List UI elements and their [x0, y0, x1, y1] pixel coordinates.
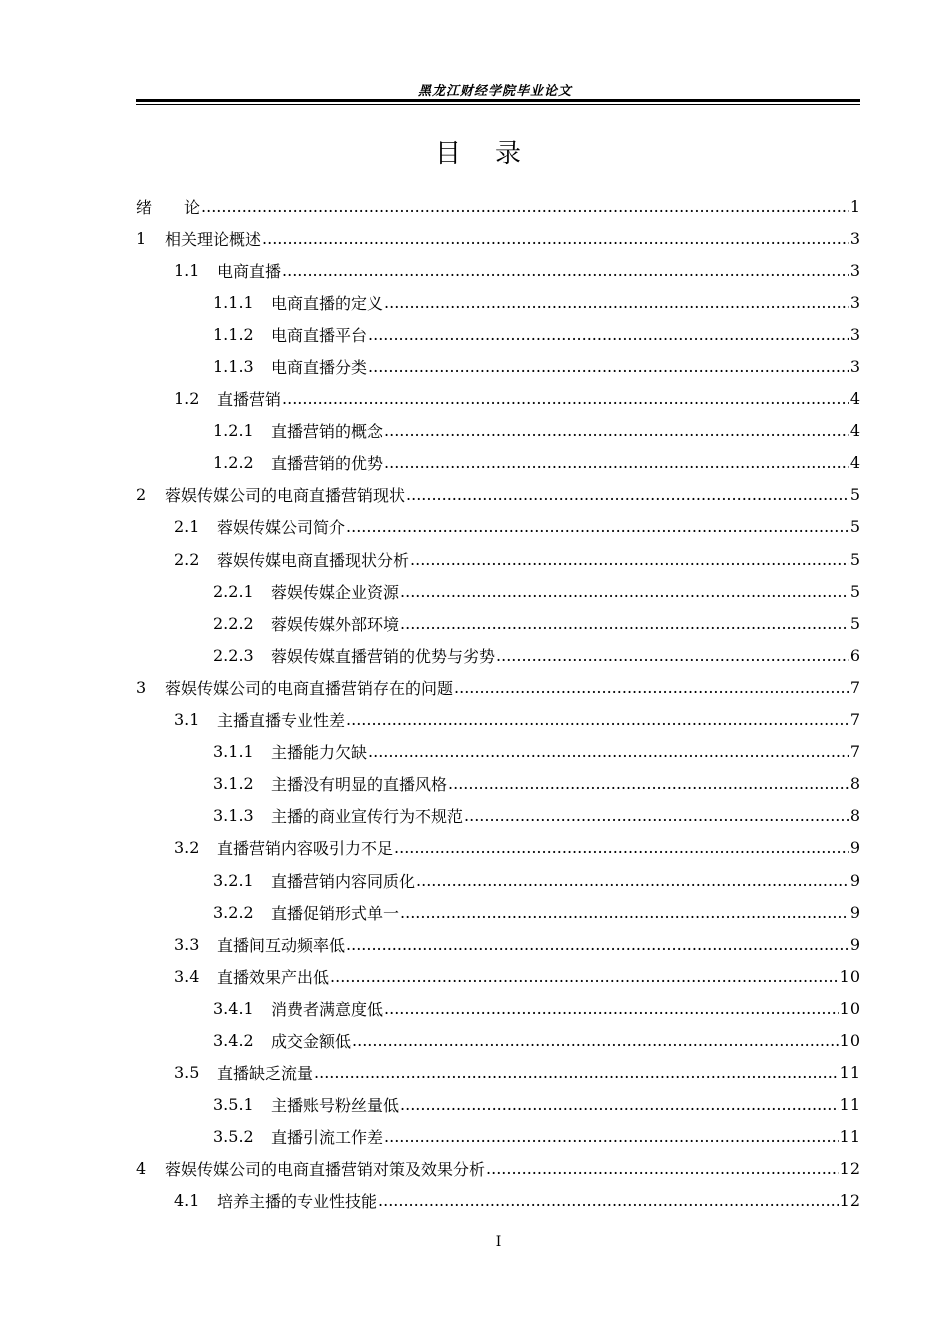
toc-entry-title: 电商直播分类	[271, 358, 368, 378]
toc-entry-title: 直播营销内容同质化	[271, 871, 416, 891]
toc-entry-title: 蓉娱传媒外部环境	[271, 614, 400, 634]
toc-entry[interactable]	[136, 222, 860, 254]
toc-entry[interactable]	[136, 1089, 860, 1121]
toc-entry-title: 消费者满意度低	[271, 999, 384, 1019]
toc-entry-page: 8	[849, 806, 860, 826]
toc-entry[interactable]	[136, 992, 860, 1024]
toc-entry[interactable]	[136, 1153, 860, 1185]
toc-entry-title: 电商直播的定义	[271, 293, 384, 313]
toc-entry-page: 7	[849, 742, 860, 762]
toc-entry-title: 蓉娱传媒公司的电商直播营销现状	[165, 486, 406, 506]
toc-entry-page: 3	[849, 324, 860, 344]
toc-entry-number: 3	[136, 677, 147, 697]
toc-entry-title: 蓉娱传媒直播营销的优势与劣势	[271, 646, 496, 666]
toc-entry[interactable]	[136, 1121, 860, 1153]
toc-entry-number: 3.2.2	[213, 902, 254, 922]
running-header: 黑龙江财经学院毕业论文	[417, 84, 572, 99]
toc-entry-page: 7	[849, 677, 860, 697]
toc-entry-page: 8	[849, 774, 860, 794]
toc-leader-dots	[262, 229, 849, 248]
toc-leader-dots	[394, 838, 849, 857]
toc-leader-dots	[400, 582, 849, 601]
toc-leader-dots	[384, 293, 849, 312]
toc-entry[interactable]	[136, 896, 860, 928]
toc-leader-dots	[368, 742, 849, 761]
toc-leader-dots	[400, 1095, 839, 1114]
toc-entry-page: 10	[839, 998, 860, 1018]
toc-entry-page: 9	[849, 934, 860, 954]
page-number: I	[495, 1234, 502, 1250]
toc-leader-dots	[282, 261, 849, 280]
toc-leader-dots	[406, 485, 849, 504]
toc-title: 目录	[434, 139, 555, 169]
toc-leader-dots	[384, 1127, 839, 1146]
toc-entry[interactable]	[136, 254, 860, 286]
toc-leader-dots	[454, 678, 849, 697]
toc-entry-number: 3.1.2	[213, 774, 254, 794]
toc-entry-page: 12	[839, 1159, 860, 1179]
toc-entry-page: 9	[849, 838, 860, 858]
toc-entry-title: 直播效果产出低	[217, 967, 330, 987]
toc-entry-number: 3.4	[174, 966, 200, 986]
toc-entry-number: 1	[136, 228, 147, 248]
toc-entry[interactable]	[136, 928, 860, 960]
toc-leader-dots	[346, 710, 849, 729]
toc-entry-title: 绪 论	[136, 197, 201, 217]
toc-leader-dots	[201, 197, 849, 216]
toc-entry-page: 3	[849, 357, 860, 377]
toc-entry[interactable]	[136, 350, 860, 382]
toc-entry-number: 3.5.2	[213, 1127, 254, 1147]
toc-entry-number: 3.1	[174, 710, 200, 730]
toc-entry-page: 6	[849, 645, 860, 665]
toc-leader-dots	[352, 1031, 839, 1050]
toc-entry-number: 1.2.2	[213, 453, 254, 473]
toc-list	[136, 190, 860, 1217]
toc-entry[interactable]	[136, 318, 860, 350]
toc-entry-number: 3.1.1	[213, 742, 254, 762]
toc-entry-title: 主播直播专业性差	[217, 711, 346, 731]
toc-leader-dots	[448, 774, 849, 793]
toc-entry[interactable]	[136, 704, 860, 736]
toc-entry-title: 主播没有明显的直播风格	[271, 775, 448, 795]
toc-entry-page: 4	[849, 421, 860, 441]
toc-entry[interactable]	[136, 575, 860, 607]
toc-entry-number: 1.1.3	[213, 357, 254, 377]
toc-leader-dots	[368, 357, 849, 376]
toc-entry-page: 12	[839, 1191, 860, 1211]
toc-leader-dots	[282, 389, 849, 408]
toc-leader-dots	[314, 1063, 839, 1082]
toc-entry-title: 蓉娱传媒公司的电商直播营销对策及效果分析	[165, 1160, 486, 1180]
toc-entry[interactable]	[136, 1185, 860, 1217]
toc-entry-page: 7	[849, 710, 860, 730]
toc-leader-dots	[410, 550, 849, 569]
toc-entry-page: 5	[849, 613, 860, 633]
toc-leader-dots	[346, 935, 849, 954]
toc-entry-number: 1.1.1	[213, 292, 254, 312]
toc-entry-page: 9	[849, 902, 860, 922]
toc-entry-page: 5	[849, 581, 860, 601]
toc-entry-number: 2.1	[174, 517, 200, 537]
toc-leader-dots	[400, 614, 849, 633]
toc-entry-title: 成交金额低	[271, 1031, 352, 1051]
toc-entry[interactable]	[136, 736, 860, 768]
toc-entry-number: 1.2.1	[213, 421, 254, 441]
toc-entry[interactable]	[136, 543, 860, 575]
toc-entry-title: 直播营销的优势	[271, 454, 384, 474]
header-rule-thin	[136, 104, 860, 105]
toc-leader-dots	[346, 517, 849, 536]
toc-entry[interactable]	[136, 639, 860, 671]
toc-entry[interactable]	[136, 511, 860, 543]
toc-entry[interactable]	[136, 383, 860, 415]
toc-entry-title: 电商直播平台	[271, 325, 368, 345]
toc-entry-page: 10	[839, 966, 860, 986]
toc-entry-number: 2.2.3	[213, 645, 254, 665]
toc-entry-page: 11	[839, 1127, 860, 1147]
toc-entry-number: 1.1.2	[213, 324, 254, 344]
toc-entry-page: 3	[849, 228, 860, 248]
toc-entry[interactable]	[136, 447, 860, 479]
toc-entry-title: 主播账号粉丝量低	[271, 1096, 400, 1116]
toc-leader-dots	[464, 806, 849, 825]
toc-entry[interactable]	[136, 768, 860, 800]
toc-entry[interactable]	[136, 415, 860, 447]
toc-entry-page: 10	[839, 1030, 860, 1050]
toc-entry-title: 相关理论概述	[165, 229, 262, 249]
toc-entry-number: 3.4.2	[213, 1030, 254, 1050]
toc-entry-page: 11	[839, 1095, 860, 1115]
toc-entry-title: 直播营销的概念	[271, 422, 384, 442]
toc-entry-title: 直播引流工作差	[271, 1128, 384, 1148]
toc-entry-number: 3.5.1	[213, 1095, 254, 1115]
toc-leader-dots	[368, 325, 849, 344]
toc-entry[interactable]	[136, 800, 860, 832]
toc-entry[interactable]	[136, 864, 860, 896]
toc-entry-title: 直播缺乏流量	[217, 1064, 314, 1084]
toc-leader-dots	[400, 903, 849, 922]
toc-entry[interactable]	[136, 607, 860, 639]
toc-leader-dots	[378, 1191, 839, 1210]
toc-entry-number: 2	[136, 485, 147, 505]
toc-entry-title: 蓉娱传媒公司简介	[217, 518, 346, 538]
header-rule-thick	[136, 99, 860, 102]
toc-entry-number: 4	[136, 1159, 147, 1179]
toc-entry[interactable]	[136, 286, 860, 318]
toc-entry-number: 3.1.3	[213, 806, 254, 826]
toc-entry-title: 主播的商业宣传行为不规范	[271, 807, 464, 827]
toc-leader-dots	[416, 871, 849, 890]
toc-leader-dots	[384, 453, 849, 472]
toc-entry[interactable]	[136, 832, 860, 864]
toc-entry-number: 2.2	[174, 549, 200, 569]
toc-entry-page: 11	[839, 1063, 860, 1083]
toc-entry-number: 4.1	[174, 1191, 200, 1211]
toc-leader-dots	[330, 967, 839, 986]
toc-entry-page: 5	[849, 517, 860, 537]
toc-entry-number: 3.2	[174, 838, 200, 858]
toc-entry-title: 蓉娱传媒企业资源	[271, 582, 400, 602]
toc-entry-page: 9	[849, 870, 860, 890]
toc-entry-number: 1.2	[174, 389, 200, 409]
toc-leader-dots	[486, 1159, 839, 1178]
toc-entry-title: 直播间互动频率低	[217, 935, 346, 955]
toc-leader-dots	[384, 421, 849, 440]
toc-entry-page: 3	[849, 292, 860, 312]
toc-entry-number: 3.5	[174, 1063, 200, 1083]
toc-entry-page: 5	[849, 485, 860, 505]
toc-entry-number: 2.2.1	[213, 581, 254, 601]
toc-leader-dots	[496, 646, 849, 665]
toc-entry[interactable]	[136, 190, 860, 222]
toc-entry-number: 3.2.1	[213, 870, 254, 890]
toc-entry-title: 主播能力欠缺	[271, 743, 368, 763]
toc-entry-page: 4	[849, 453, 860, 473]
toc-entry[interactable]	[136, 671, 860, 703]
toc-entry-number: 3.4.1	[213, 998, 254, 1018]
toc-entry-title: 蓉娱传媒公司的电商直播营销存在的问题	[165, 678, 454, 698]
toc-entry-title: 电商直播	[217, 261, 282, 281]
toc-entry-number: 1.1	[174, 260, 200, 280]
toc-entry-page: 5	[849, 549, 860, 569]
toc-entry[interactable]	[136, 960, 860, 992]
toc-entry-number: 3.3	[174, 934, 200, 954]
toc-entry-number: 2.2.2	[213, 613, 254, 633]
toc-entry-page: 3	[849, 260, 860, 280]
toc-entry[interactable]	[136, 1024, 860, 1056]
toc-entry[interactable]	[136, 479, 860, 511]
toc-leader-dots	[384, 999, 839, 1018]
toc-entry-title: 蓉娱传媒电商直播现状分析	[217, 550, 410, 570]
toc-entry-page: 4	[849, 389, 860, 409]
toc-entry-title: 直播营销	[217, 390, 282, 410]
toc-entry[interactable]	[136, 1057, 860, 1089]
toc-entry-title: 直播促销形式单一	[271, 903, 400, 923]
toc-entry-title: 培养主播的专业性技能	[217, 1192, 378, 1212]
toc-entry-page: 1	[849, 196, 860, 216]
toc-entry-title: 直播营销内容吸引力不足	[217, 839, 394, 859]
